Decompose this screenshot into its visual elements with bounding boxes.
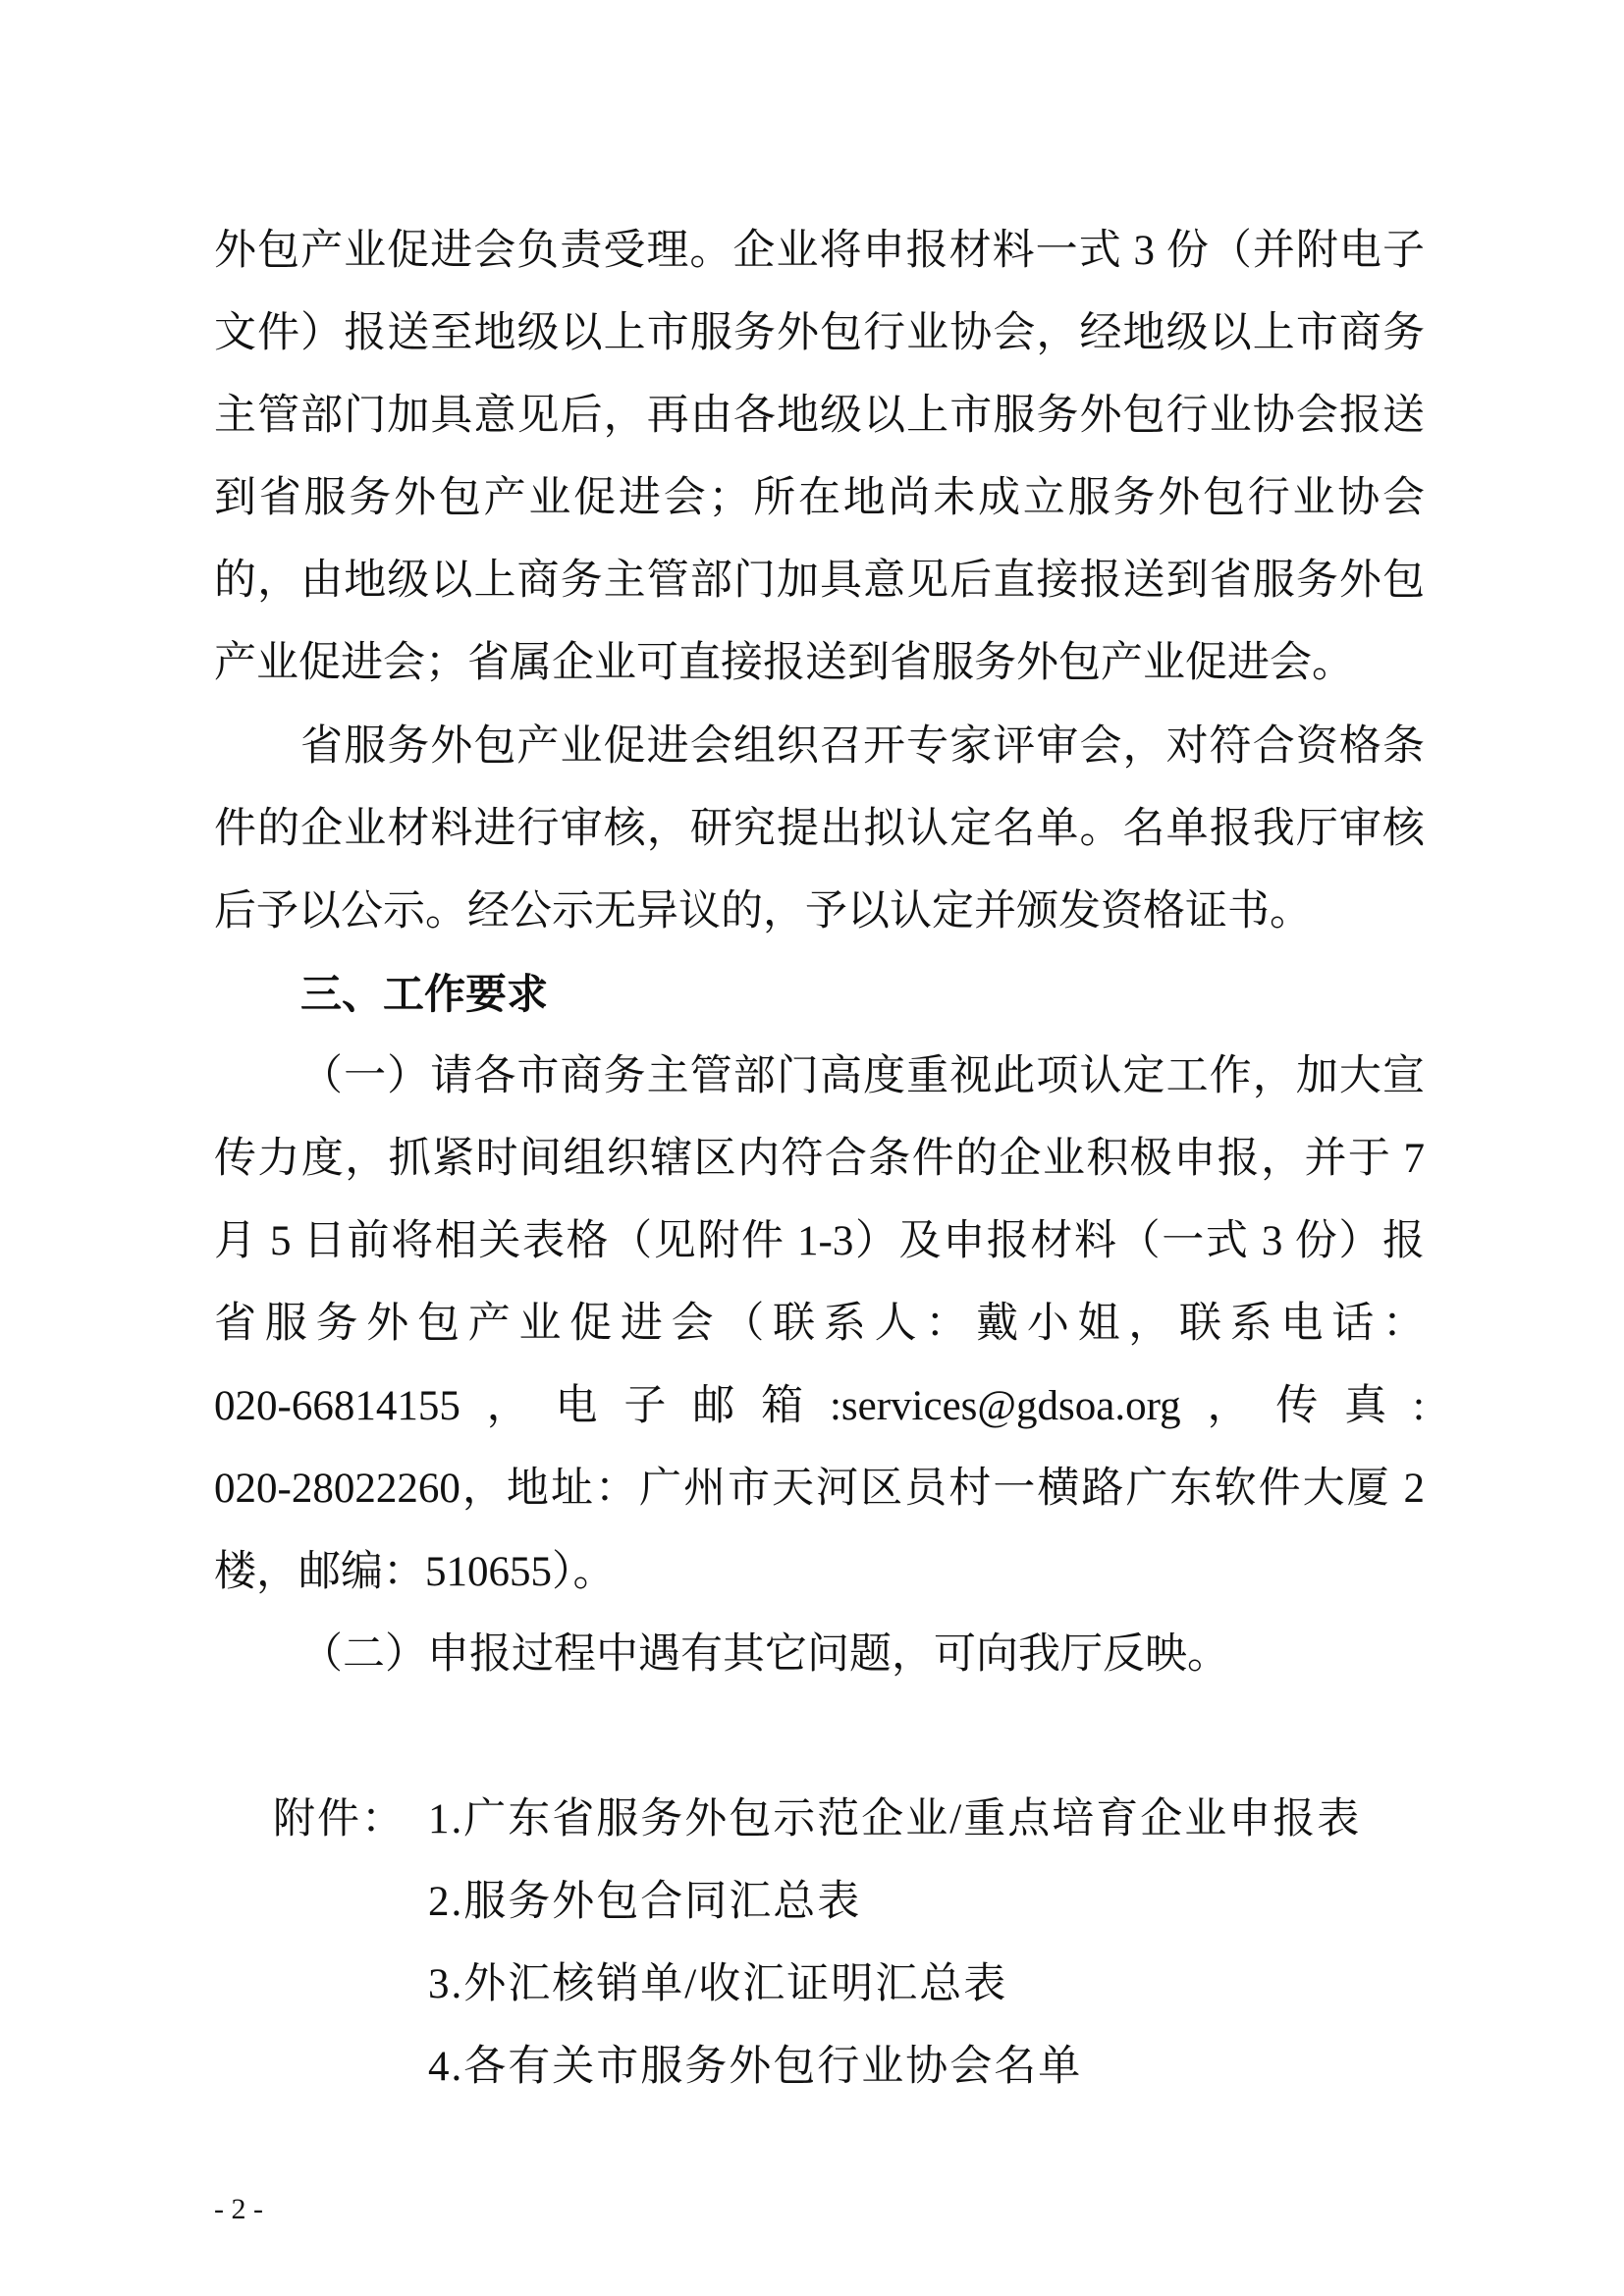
body-line: 产业促进会；省属企业可直接报送到省服务外包产业促进会。 [214,640,1354,687]
attachment-item: 1.广东省服务外包示范企业/重点培育企业申报表 [428,1795,1362,1842]
body-line: 外包产业促进会负责受理。企业将申报材料一式 3 份（并附电子 [214,228,1425,274]
review-paragraph [214,706,1425,953]
attachment-item: 2.服务外包合同汇总表 [428,1878,862,1925]
body-line: 传力度，抓紧时间组织辖区内符合条件的企业积极申报，并于 7 [214,1136,1425,1183]
attachment-item: 3.外汇核销单/收汇证明汇总表 [428,1960,1008,2007]
document-body [214,210,1425,2109]
body-line: 到省服务外包产业促进会；所在地尚未成立服务外包行业协会 [214,475,1425,522]
blank-line [214,1696,1425,1779]
body-line: 件的企业材料进行审核，研究提出拟认定名单。名单报我厅审核 [214,805,1425,852]
body-line: 文件）报送至地级以上市服务外包行业协会，经地级以上市商务 [214,310,1425,357]
attachment-row [214,1779,1425,1861]
body-line: （一）请各市商务主管部门高度重视此项认定工作，加大宣 [300,1052,1425,1099]
requirement-2-paragraph: （二）申报过程中遇有其它问题，可向我厅反映。 [300,1630,1229,1678]
body-line: 后予以公示。经公示无异议的，予以认定并颁发资格证书。 [214,887,1312,934]
attachments-label: 附件： [273,1795,406,1842]
address-line: 020-28022260，地址：广州市天河区员村一横路广东软件大厦 2 [214,1466,1425,1513]
attachment-row [214,1861,1425,1944]
body-line: 主管部门加具意见后，再由各地级以上市服务外包行业协会报送 [214,393,1425,440]
body-line: 省服务外包产业促进会（联系人：戴小姐，联系电话： [214,1301,1425,1348]
attachment-item: 4.各有关市服务外包行业协会名单 [428,2044,1083,2091]
contact-email-line: 020-66814155，电子邮箱:services@gdsoa.org，传真: [214,1383,1425,1430]
body-line: 的，由地级以上商务主管部门加具意见后直接报送到省服务外包 [214,558,1425,605]
requirement-1-paragraph [214,1036,1425,1614]
body-line: 省服务外包产业促进会组织召开专家评审会，对符合资格条 [300,722,1425,770]
continued-paragraph [214,210,1425,706]
body-line: 月 5 日前将相关表格（见附件 1-3）及申报材料（一式 3 份）报 [214,1218,1425,1265]
attachments-list [214,1779,1425,2109]
section-heading: 三、工作要求 [300,970,549,1017]
attachment-row [214,2026,1425,2109]
attachment-row [214,1944,1425,2026]
page-number: - 2 - [214,2193,263,2225]
body-line: 楼，邮编：510655）。 [214,1548,616,1595]
